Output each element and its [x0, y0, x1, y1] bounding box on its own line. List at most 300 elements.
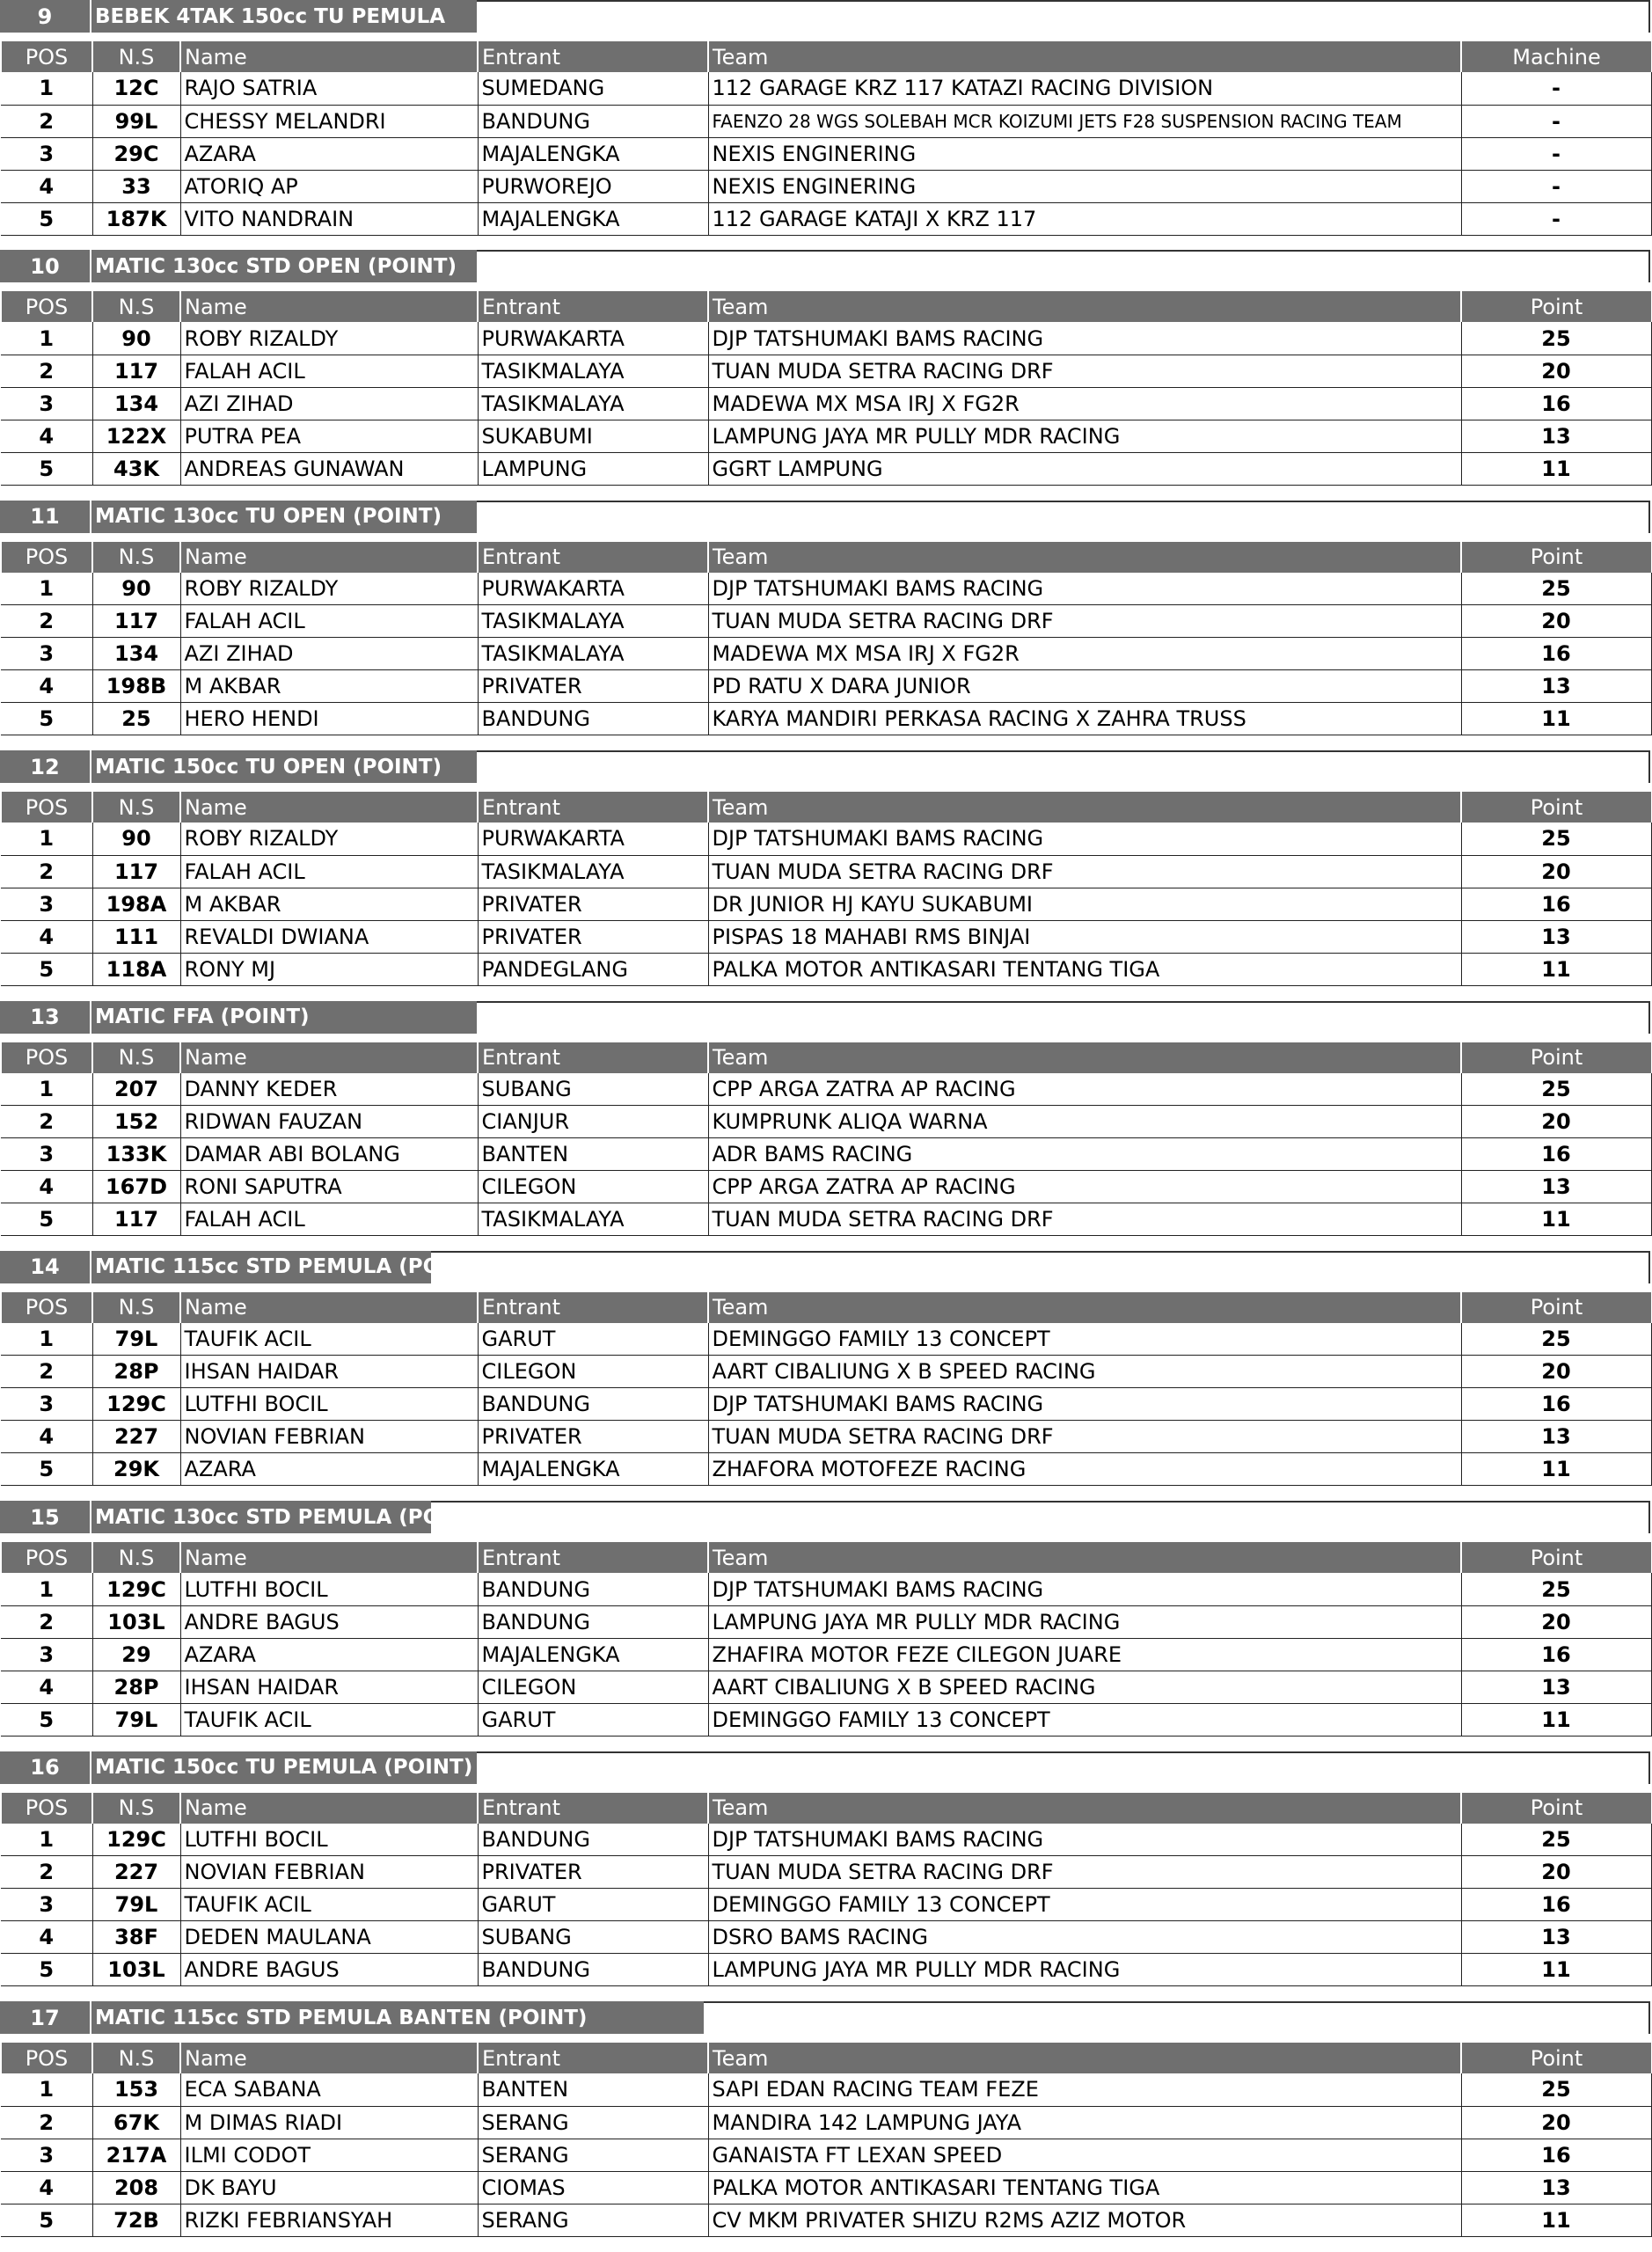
cell-last: 16: [1461, 387, 1651, 420]
cell-team: FAENZO 28 WGS SOLEBAH MCR KOIZUMI JETS F28 SUSPENSION RACING TEAM: [708, 105, 1461, 137]
cell-last: 13: [1461, 1171, 1651, 1203]
cell-pos: 5: [1, 1703, 92, 1736]
header-ns: N.S: [92, 1542, 180, 1573]
results-table: [0, 1292, 1652, 1487]
cell-last: 20: [1461, 605, 1651, 638]
table-row: [1, 1421, 1651, 1453]
cell-entrant: TASIKMALAYA: [478, 638, 708, 670]
race-block: [0, 1001, 1652, 1251]
race-title-rule: [477, 501, 1650, 533]
header-team: Team: [708, 291, 1461, 322]
table-header-row: [1, 41, 1651, 72]
cell-name: HERO HENDI: [180, 703, 478, 735]
table-row: [1, 605, 1651, 638]
cell-team: TUAN MUDA SETRA RACING DRF: [708, 355, 1461, 387]
race-title: MATIC 115cc STD PEMULA (POINT): [91, 1251, 431, 1283]
cell-entrant: BANDUNG: [478, 1388, 708, 1421]
cell-last: 13: [1461, 1671, 1651, 1703]
cell-last: 20: [1461, 1356, 1651, 1388]
cell-entrant: SUKABUMI: [478, 420, 708, 452]
cell-name: NOVIAN FEBRIAN: [180, 1856, 478, 1889]
table-row: [1, 703, 1651, 735]
cell-entrant: PURWAKARTA: [478, 823, 708, 855]
cell-ns: 90: [92, 573, 180, 605]
header-pos: POS: [1, 542, 92, 573]
race-title: MATIC 150cc TU PEMULA (POINT): [91, 1751, 477, 1784]
header-entrant: Entrant: [478, 1042, 708, 1073]
cell-ns: 90: [92, 322, 180, 355]
cell-last: 25: [1461, 1073, 1651, 1106]
header-last: Point: [1461, 1793, 1651, 1824]
cell-pos: 5: [1, 452, 92, 485]
cell-entrant: PANDEGLANG: [478, 953, 708, 985]
cell-last: 13: [1461, 670, 1651, 703]
cell-team: SAPI EDAN RACING TEAM FEZE: [708, 2073, 1461, 2106]
cell-entrant: GARUT: [478, 1889, 708, 1921]
table-row: [1, 1171, 1651, 1203]
race-title-bar: [0, 2001, 704, 2034]
cell-team: KUMPRUNK ALIQA WARNA: [708, 1106, 1461, 1138]
cell-team: DSRO BAMS RACING: [708, 1921, 1461, 1954]
table-row: [1, 823, 1651, 855]
table-row: [1, 1638, 1651, 1671]
header-team: Team: [708, 1542, 1461, 1573]
race-title: MATIC 130cc STD OPEN (POINT): [91, 250, 477, 282]
cell-last: 11: [1461, 953, 1651, 985]
cell-entrant: MAJALENGKA: [478, 137, 708, 170]
cell-ns: 118A: [92, 953, 180, 985]
cell-entrant: SERANG: [478, 2106, 708, 2139]
cell-team: NEXIS ENGINERING: [708, 170, 1461, 202]
header-team: Team: [708, 542, 1461, 573]
cell-last: 11: [1461, 1203, 1651, 1236]
cell-team: TUAN MUDA SETRA RACING DRF: [708, 1421, 1461, 1453]
cell-team: TUAN MUDA SETRA RACING DRF: [708, 855, 1461, 888]
cell-team: DJP TATSHUMAKI BAMS RACING: [708, 1388, 1461, 1421]
cell-last: -: [1461, 137, 1651, 170]
header-last: Point: [1461, 291, 1651, 322]
cell-last: 16: [1461, 1638, 1651, 1671]
table-header-row: [1, 1292, 1651, 1323]
header-last: Point: [1461, 1542, 1651, 1573]
cell-team: CPP ARGA ZATRA AP RACING: [708, 1073, 1461, 1106]
cell-pos: 3: [1, 638, 92, 670]
cell-ns: 198A: [92, 888, 180, 920]
header-last: Point: [1461, 2043, 1651, 2073]
cell-entrant: BANTEN: [478, 2073, 708, 2106]
header-pos: POS: [1, 1793, 92, 1824]
cell-pos: 1: [1, 1073, 92, 1106]
cell-name: AZARA: [180, 137, 478, 170]
cell-entrant: PRIVATER: [478, 920, 708, 953]
cell-team: LAMPUNG JAYA MR PULLY MDR RACING: [708, 420, 1461, 452]
cell-pos: 3: [1, 1138, 92, 1171]
table-row: [1, 1671, 1651, 1703]
cell-last: 13: [1461, 420, 1651, 452]
header-name: Name: [180, 1042, 478, 1073]
table-header-row: [1, 1042, 1651, 1073]
cell-entrant: BANDUNG: [478, 1573, 708, 1605]
cell-ns: 129C: [92, 1388, 180, 1421]
cell-ns: 122X: [92, 420, 180, 452]
cell-name: ROBY RIZALDY: [180, 823, 478, 855]
cell-team: GGRT LAMPUNG: [708, 452, 1461, 485]
cell-name: AZARA: [180, 1453, 478, 1486]
cell-last: 13: [1461, 920, 1651, 953]
cell-team: PISPAS 18 MAHABI RMS BINJAI: [708, 920, 1461, 953]
cell-name: PUTRA PEA: [180, 420, 478, 452]
header-pos: POS: [1, 291, 92, 322]
cell-pos: 4: [1, 1171, 92, 1203]
race-title-rule: [477, 250, 1650, 282]
cell-entrant: TASIKMALAYA: [478, 855, 708, 888]
cell-entrant: SUBANG: [478, 1921, 708, 1954]
race-title-rule: [704, 2001, 1650, 2034]
cell-ns: 187K: [92, 202, 180, 235]
cell-team: DJP TATSHUMAKI BAMS RACING: [708, 1824, 1461, 1856]
header-ns: N.S: [92, 2043, 180, 2073]
table-header-row: [1, 2043, 1651, 2073]
race-title: MATIC FFA (POINT): [91, 1001, 477, 1034]
cell-entrant: SUMEDANG: [478, 72, 708, 105]
cell-entrant: TASIKMALAYA: [478, 355, 708, 387]
cell-team: 112 GARAGE KATAJI X KRZ 117: [708, 202, 1461, 235]
header-ns: N.S: [92, 1793, 180, 1824]
cell-last: 16: [1461, 638, 1651, 670]
cell-last: 16: [1461, 2139, 1651, 2171]
cell-ns: 79L: [92, 1323, 180, 1356]
cell-last: 25: [1461, 2073, 1651, 2106]
results-table: [0, 2043, 1652, 2237]
cell-ns: 208: [92, 2171, 180, 2204]
cell-pos: 2: [1, 105, 92, 137]
cell-last: 13: [1461, 2171, 1651, 2204]
cell-last: 11: [1461, 703, 1651, 735]
table-row: [1, 1824, 1651, 1856]
cell-name: ECA SABANA: [180, 2073, 478, 2106]
table-row: [1, 573, 1651, 605]
cell-name: FALAH ACIL: [180, 605, 478, 638]
cell-last: 11: [1461, 2204, 1651, 2236]
cell-pos: 5: [1, 202, 92, 235]
table-row: [1, 1138, 1651, 1171]
cell-ns: 217A: [92, 2139, 180, 2171]
table-row: [1, 888, 1651, 920]
cell-ns: 12C: [92, 72, 180, 105]
cell-ns: 72B: [92, 2204, 180, 2236]
race-title-rule: [431, 1501, 1650, 1533]
cell-ns: 33: [92, 170, 180, 202]
cell-last: 20: [1461, 1106, 1651, 1138]
cell-entrant: SUBANG: [478, 1073, 708, 1106]
table-row: [1, 452, 1651, 485]
cell-ns: 103L: [92, 1605, 180, 1638]
cell-entrant: CILEGON: [478, 1171, 708, 1203]
cell-name: TAUFIK ACIL: [180, 1323, 478, 1356]
cell-entrant: PRIVATER: [478, 888, 708, 920]
cell-last: 25: [1461, 1824, 1651, 1856]
cell-team: TUAN MUDA SETRA RACING DRF: [708, 1856, 1461, 1889]
cell-last: 20: [1461, 355, 1651, 387]
cell-pos: 2: [1, 605, 92, 638]
cell-name: RONI SAPUTRA: [180, 1171, 478, 1203]
cell-last: 11: [1461, 1453, 1651, 1486]
header-last: Point: [1461, 1292, 1651, 1323]
table-row: [1, 1856, 1651, 1889]
header-pos: POS: [1, 792, 92, 823]
cell-team: AART CIBALIUNG X B SPEED RACING: [708, 1356, 1461, 1388]
cell-name: AZARA: [180, 1638, 478, 1671]
cell-ns: 67K: [92, 2106, 180, 2139]
header-team: Team: [708, 1042, 1461, 1073]
cell-entrant: PRIVATER: [478, 670, 708, 703]
cell-team: NEXIS ENGINERING: [708, 137, 1461, 170]
cell-entrant: PURWAKARTA: [478, 573, 708, 605]
cell-pos: 5: [1, 2204, 92, 2236]
race-number: 17: [0, 2001, 91, 2034]
header-entrant: Entrant: [478, 2043, 708, 2073]
race-title-rule: [431, 1251, 1650, 1283]
cell-team: GANAISTA FT LEXAN SPEED: [708, 2139, 1461, 2171]
cell-ns: 117: [92, 855, 180, 888]
header-entrant: Entrant: [478, 792, 708, 823]
table-row: [1, 1605, 1651, 1638]
table-row: [1, 105, 1651, 137]
cell-last: 20: [1461, 1605, 1651, 1638]
cell-pos: 5: [1, 953, 92, 985]
cell-pos: 4: [1, 1421, 92, 1453]
cell-last: 13: [1461, 1421, 1651, 1453]
cell-ns: 198B: [92, 670, 180, 703]
cell-pos: 3: [1, 2139, 92, 2171]
cell-pos: 1: [1, 322, 92, 355]
cell-ns: 79L: [92, 1703, 180, 1736]
cell-name: M AKBAR: [180, 888, 478, 920]
results-table: [0, 542, 1652, 736]
header-team: Team: [708, 792, 1461, 823]
header-name: Name: [180, 1793, 478, 1824]
cell-entrant: CILEGON: [478, 1671, 708, 1703]
cell-name: DANNY KEDER: [180, 1073, 478, 1106]
cell-entrant: PURWAKARTA: [478, 322, 708, 355]
cell-last: -: [1461, 105, 1651, 137]
cell-team: 112 GARAGE KRZ 117 KATAZI RACING DIVISION: [708, 72, 1461, 105]
cell-name: IHSAN HAIDAR: [180, 1356, 478, 1388]
table-row: [1, 1073, 1651, 1106]
race-title-rule: [477, 750, 1650, 783]
header-pos: POS: [1, 2043, 92, 2073]
cell-last: 25: [1461, 1323, 1651, 1356]
race-number: 10: [0, 250, 91, 282]
header-name: Name: [180, 41, 478, 72]
race-title-bar: [0, 501, 477, 533]
cell-last: 20: [1461, 855, 1651, 888]
table-row: [1, 170, 1651, 202]
header-entrant: Entrant: [478, 1793, 708, 1824]
cell-pos: 4: [1, 1671, 92, 1703]
cell-team: PALKA MOTOR ANTIKASARI TENTANG TIGA: [708, 953, 1461, 985]
cell-entrant: SERANG: [478, 2204, 708, 2236]
race-number: 11: [0, 501, 91, 533]
table-row: [1, 670, 1651, 703]
cell-pos: 2: [1, 1605, 92, 1638]
cell-entrant: PURWOREJO: [478, 170, 708, 202]
header-ns: N.S: [92, 1292, 180, 1323]
race-block: [0, 1501, 1652, 1751]
race-title-bar: [0, 250, 477, 282]
header-last: Point: [1461, 542, 1651, 573]
header-team: Team: [708, 1292, 1461, 1323]
cell-pos: 3: [1, 1638, 92, 1671]
cell-entrant: BANDUNG: [478, 1954, 708, 1986]
header-last: Point: [1461, 792, 1651, 823]
table-row: [1, 2204, 1651, 2236]
table-row: [1, 1203, 1651, 1236]
header-team: Team: [708, 41, 1461, 72]
cell-last: 11: [1461, 1954, 1651, 1986]
header-entrant: Entrant: [478, 1292, 708, 1323]
cell-pos: 4: [1, 920, 92, 953]
table-row: [1, 855, 1651, 888]
table-row: [1, 1106, 1651, 1138]
cell-ns: 38F: [92, 1921, 180, 1954]
cell-pos: 4: [1, 170, 92, 202]
header-entrant: Entrant: [478, 1542, 708, 1573]
race-block: [0, 250, 1652, 500]
cell-name: LUTFHI BOCIL: [180, 1824, 478, 1856]
table-header-row: [1, 1542, 1651, 1573]
race-title-rule: [477, 0, 1650, 33]
header-name: Name: [180, 542, 478, 573]
cell-pos: 1: [1, 823, 92, 855]
cell-pos: 1: [1, 1824, 92, 1856]
cell-team: CV MKM PRIVATER SHIZU R2MS AZIZ MOTOR: [708, 2204, 1461, 2236]
table-row: [1, 1453, 1651, 1486]
cell-team: ADR BAMS RACING: [708, 1138, 1461, 1171]
cell-entrant: TASIKMALAYA: [478, 1203, 708, 1236]
cell-name: ANDRE BAGUS: [180, 1954, 478, 1986]
cell-pos: 2: [1, 1856, 92, 1889]
cell-team: PALKA MOTOR ANTIKASARI TENTANG TIGA: [708, 2171, 1461, 2204]
header-pos: POS: [1, 1292, 92, 1323]
race-number: 13: [0, 1001, 91, 1034]
cell-ns: 134: [92, 638, 180, 670]
header-name: Name: [180, 291, 478, 322]
cell-pos: 1: [1, 2073, 92, 2106]
cell-entrant: TASIKMALAYA: [478, 605, 708, 638]
cell-pos: 4: [1, 1921, 92, 1954]
cell-last: 20: [1461, 1856, 1651, 1889]
cell-last: -: [1461, 202, 1651, 235]
header-ns: N.S: [92, 41, 180, 72]
cell-entrant: BANDUNG: [478, 105, 708, 137]
cell-ns: 207: [92, 1073, 180, 1106]
cell-last: 16: [1461, 1138, 1651, 1171]
race-number: 15: [0, 1501, 91, 1533]
cell-team: DEMINGGO FAMILY 13 CONCEPT: [708, 1323, 1461, 1356]
cell-last: 13: [1461, 1921, 1651, 1954]
table-row: [1, 1703, 1651, 1736]
cell-name: IHSAN HAIDAR: [180, 1671, 478, 1703]
cell-team: MANDIRA 142 LAMPUNG JAYA: [708, 2106, 1461, 2139]
header-pos: POS: [1, 41, 92, 72]
header-pos: POS: [1, 1042, 92, 1073]
cell-ns: 111: [92, 920, 180, 953]
table-header-row: [1, 542, 1651, 573]
table-row: [1, 1356, 1651, 1388]
cell-pos: 3: [1, 1889, 92, 1921]
race-title-bar: [0, 1251, 488, 1283]
header-ns: N.S: [92, 291, 180, 322]
cell-team: CPP ARGA ZATRA AP RACING: [708, 1171, 1461, 1203]
header-name: Name: [180, 1292, 478, 1323]
cell-ns: 227: [92, 1856, 180, 1889]
race-title: MATIC 130cc TU OPEN (POINT): [91, 501, 477, 533]
cell-ns: 79L: [92, 1889, 180, 1921]
header-entrant: Entrant: [478, 41, 708, 72]
cell-name: RIDWAN FAUZAN: [180, 1106, 478, 1138]
cell-name: ROBY RIZALDY: [180, 573, 478, 605]
cell-name: DEDEN MAULANA: [180, 1921, 478, 1954]
table-row: [1, 1921, 1651, 1954]
race-number: 14: [0, 1251, 91, 1283]
race-title-rule: [477, 1001, 1650, 1034]
cell-name: ATORIQ AP: [180, 170, 478, 202]
table-row: [1, 387, 1651, 420]
cell-name: RIZKI FEBRIANSYAH: [180, 2204, 478, 2236]
cell-pos: 2: [1, 855, 92, 888]
cell-pos: 4: [1, 2171, 92, 2204]
cell-name: AZI ZIHAD: [180, 638, 478, 670]
cell-name: FALAH ACIL: [180, 1203, 478, 1236]
header-team: Team: [708, 1793, 1461, 1824]
race-title-bar: [0, 750, 477, 783]
results-table: [0, 1542, 1652, 1737]
cell-ns: 43K: [92, 452, 180, 485]
race-number: 12: [0, 750, 91, 783]
cell-entrant: BANTEN: [478, 1138, 708, 1171]
cell-ns: 90: [92, 823, 180, 855]
race-title-bar: [0, 1001, 477, 1034]
table-row: [1, 2106, 1651, 2139]
cell-pos: 2: [1, 2106, 92, 2139]
table-row: [1, 638, 1651, 670]
table-row: [1, 322, 1651, 355]
cell-team: ZHAFIRA MOTOR FEZE CILEGON JUARE: [708, 1638, 1461, 1671]
race-title-bar: [0, 1751, 477, 1784]
cell-name: M AKBAR: [180, 670, 478, 703]
cell-team: DR JUNIOR HJ KAYU SUKABUMI: [708, 888, 1461, 920]
race-title: MATIC 150cc TU OPEN (POINT): [91, 750, 477, 783]
cell-pos: 3: [1, 1388, 92, 1421]
cell-last: 16: [1461, 1388, 1651, 1421]
cell-entrant: CILEGON: [478, 1356, 708, 1388]
table-row: [1, 202, 1651, 235]
cell-name: FALAH ACIL: [180, 355, 478, 387]
cell-team: MADEWA MX MSA IRJ X FG2R: [708, 638, 1461, 670]
header-ns: N.S: [92, 1042, 180, 1073]
header-pos: POS: [1, 1542, 92, 1573]
race-block: [0, 1751, 1652, 2001]
cell-team: ZHAFORA MOTOFEZE RACING: [708, 1453, 1461, 1486]
cell-name: DAMAR ABI BOLANG: [180, 1138, 478, 1171]
table-row: [1, 72, 1651, 105]
cell-name: TAUFIK ACIL: [180, 1889, 478, 1921]
table-row: [1, 355, 1651, 387]
cell-name: ROBY RIZALDY: [180, 322, 478, 355]
header-name: Name: [180, 1542, 478, 1573]
cell-name: ANDRE BAGUS: [180, 1605, 478, 1638]
